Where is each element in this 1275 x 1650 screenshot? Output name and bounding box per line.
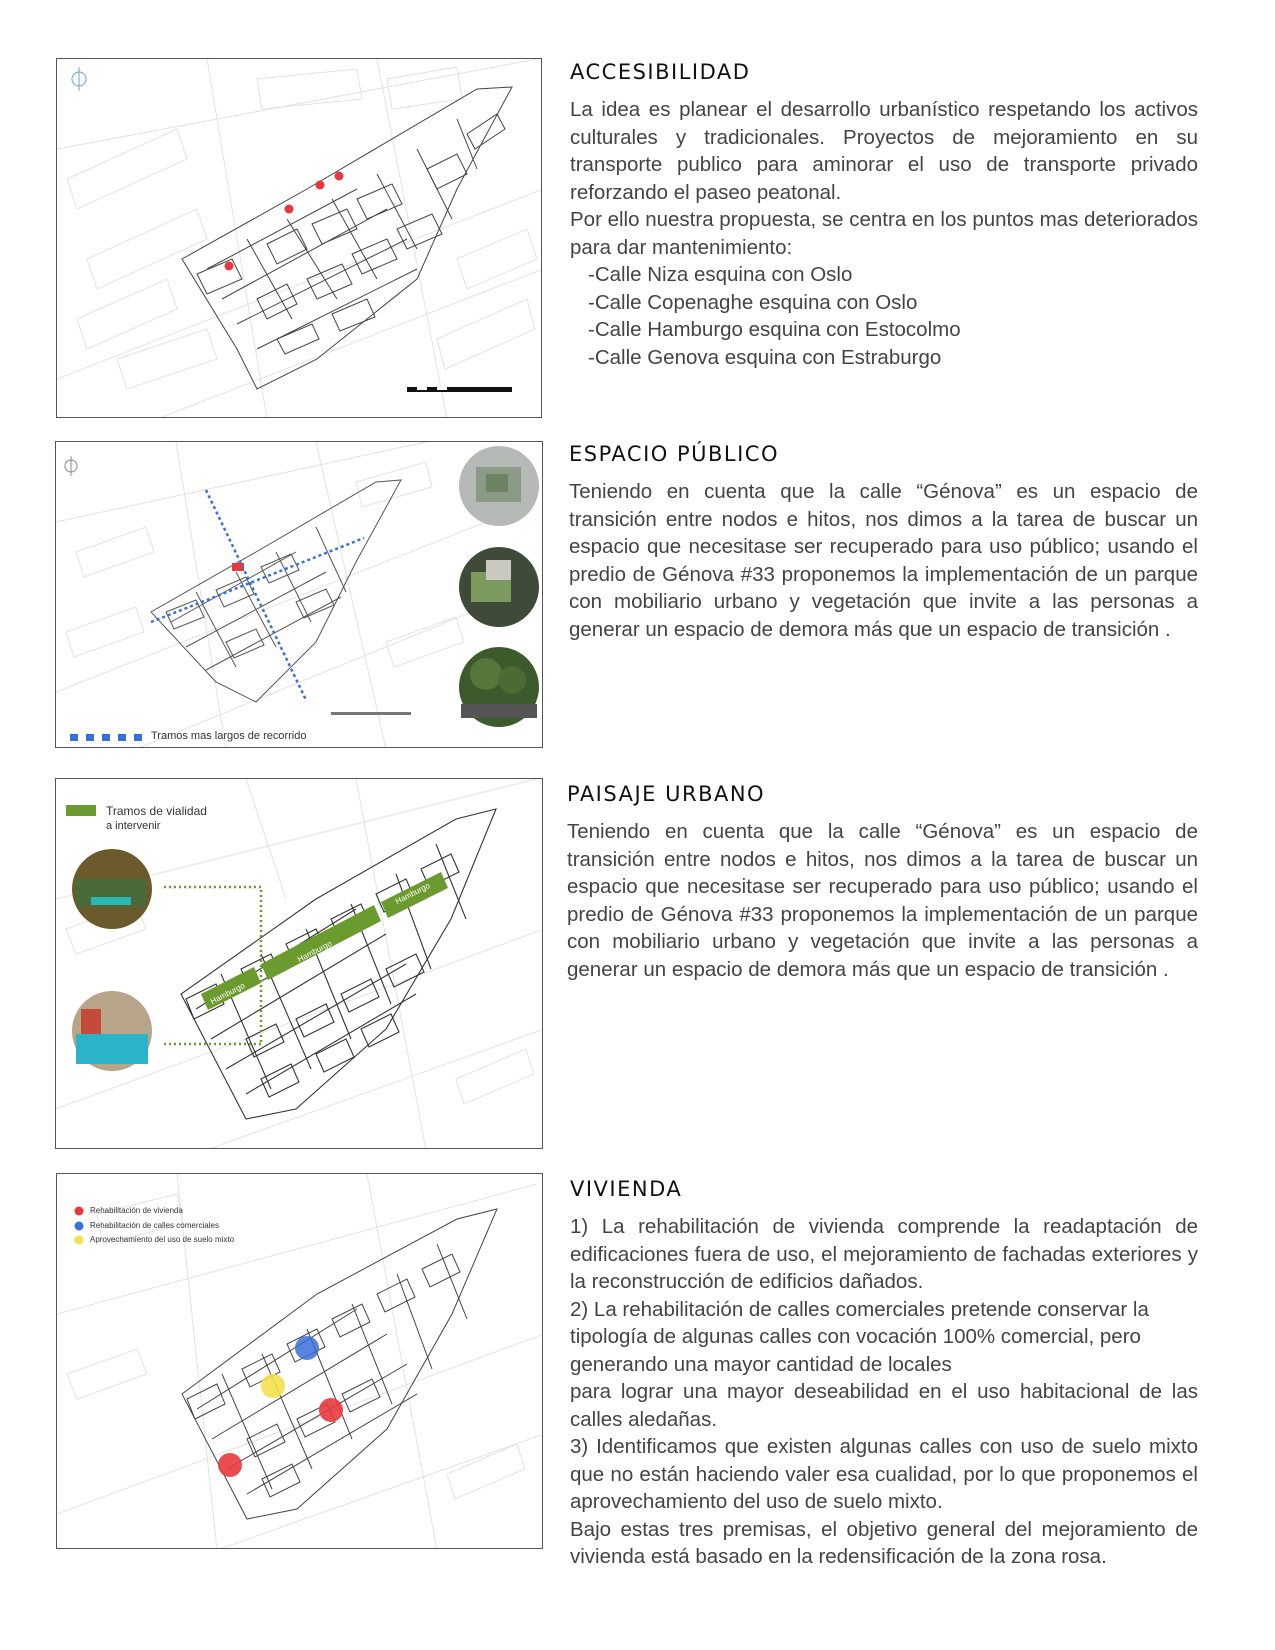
- list-item: -Calle Niza esquina con Oslo: [588, 263, 853, 286]
- legend-dashes-icon: [70, 734, 142, 741]
- scale-bar-icon: [331, 712, 411, 715]
- espacio-publico-paragraph: Teniendo en cuenta que la calle “Génova” es un espacio de transición entre nodos e hitos, nos dimos a la tarea de buscar un espacio que necesitase ser recuperado para uso público; usando el predio de Génova #33 proponemos la implementación de un parque con mobiliario urbano y vegetación que invite a las personas a generar un espacio de demora más que un espacio de transición .: [569, 480, 1198, 641]
- section-paisaje-urbano: [567, 782, 1198, 983]
- street-label-hamburgo-1: Hamburgo: [208, 981, 247, 1006]
- list-item: -Calle Copenaghe esquina con Oslo: [588, 290, 918, 314]
- legend-dot-yellow: [75, 1236, 84, 1245]
- marker-suelo-mixto: [261, 1374, 285, 1398]
- legend-label-recorrido: Tramos mas largos de recorrido: [151, 730, 307, 742]
- legend-dot-red: [75, 1207, 84, 1216]
- legend-label-vialidad-2: a intervenir: [106, 820, 161, 832]
- photo-street-day: [72, 991, 152, 1071]
- map-espacio-publico: [55, 441, 543, 748]
- accesibilidad-paragraph-1: La idea es planear el desarrollo urbanístico respetando los activos culturales y tradicionales. Proyectos de mejoramiento en su transporte publico para aminorar el uso de transporte privado reforzando el paseo peatonal.: [570, 98, 1198, 204]
- section-espacio-publico: [569, 442, 1198, 643]
- title-vivienda: VIVIENDA: [570, 1177, 683, 1201]
- street-label-hamburgo-3: Hamburgo: [393, 881, 432, 906]
- vivienda-paragraph-2: 2) La rehabilitación de calles comerciales pretende conservar la tipología de algunas calles con vocación 100% comercial, pero generando una mayor cantidad de locales: [570, 1297, 1149, 1376]
- map-espacio-publico-drawing: [56, 442, 543, 748]
- title-accesibilidad: ACCESIBILIDAD: [570, 60, 751, 84]
- accesibilidad-points-list: [570, 261, 1198, 371]
- photo-trees: [459, 647, 539, 727]
- point-hamburgo-estocolmo: [316, 181, 325, 190]
- photo-street-night: [72, 849, 152, 929]
- vivienda-paragraph-3: para lograr una mayor deseabilidad en el uso habitacional de las calles aledañas.: [570, 1380, 1198, 1431]
- legend-label-comercial: Rehabilitación de calles comerciales: [90, 1221, 219, 1230]
- vivienda-paragraph-5: Bajo estas tres premisas, el objetivo general del mejoramiento de vivienda está basado en la redensificación de la zona rosa.: [570, 1517, 1198, 1568]
- title-paisaje-urbano: PAISAJE URBANO: [567, 782, 766, 806]
- section-accesibilidad: [570, 60, 1198, 371]
- map-accesibilidad: [56, 58, 542, 418]
- map-accesibilidad-drawing: [57, 59, 542, 418]
- point-copenaghe-oslo: [285, 205, 294, 214]
- point-niza-oslo: [225, 262, 234, 271]
- accesibilidad-paragraph-2: Por ello nuestra propuesta, se centra en los puntos mas deteriorados para dar mantenimiento:: [570, 208, 1198, 259]
- photo-aerial-view: [459, 446, 539, 526]
- point-genova-estraburgo: [335, 172, 344, 181]
- legend-label-vialidad-1: Tramos de vialidad: [106, 804, 207, 818]
- photo-park-render: [459, 547, 539, 627]
- deteriorated-points: [225, 172, 344, 271]
- paisaje-urbano-paragraph: Teniendo en cuenta que la calle “Génova” es un espacio de transición entre nodos e hitos, nos dimos a la tarea de buscar un espacio que necesitase ser recuperado para uso público; usando el predio de Génova #33 proponemos la implementación de un parque con mobiliario urbano y vegetación que invite a las personas a generar un espacio de demora más que un espacio de transición .: [567, 820, 1198, 981]
- route-vertical: [206, 490, 306, 700]
- list-item: -Calle Hamburgo esquina con Estocolmo: [588, 318, 961, 341]
- map-vivienda-drawing: [57, 1174, 543, 1549]
- street-label-hamburgo-2: Hamburgo: [295, 939, 334, 964]
- marker-vivienda-2: [319, 1398, 343, 1422]
- legend-dot-blue: [75, 1222, 84, 1231]
- title-espacio-publico: ESPACIO PÚBLICO: [569, 442, 780, 466]
- marker-comercial: [295, 1336, 319, 1360]
- section-vivienda: [570, 1177, 1198, 1571]
- north-arrow-icon: [72, 67, 86, 91]
- list-item: -Calle Genova esquina con Estraburgo: [588, 345, 942, 369]
- north-arrow-icon: [65, 456, 77, 476]
- legend-label-mixto: Aprovechamiento del uso de suelo mixto: [90, 1235, 235, 1244]
- map-paisaje-urbano: [55, 778, 543, 1149]
- map-vivienda: [56, 1173, 543, 1549]
- scale-bar-icon: [407, 387, 512, 392]
- legend-green-swatch: [66, 805, 96, 816]
- vivienda-paragraph-4: 3) Identificamos que existen algunas calles con uso de suelo mixto que no están haciendo valer esa cualidad, por lo que proponemos el aprovechamiento del uso de suelo mixto.: [570, 1435, 1198, 1513]
- vivienda-paragraph-1: 1) La rehabilitación de vivienda comprende la readaptación de edificaciones fuera de uso, el mejoramiento de fachadas exteriores y la reconstrucción de edificios dañados.: [570, 1215, 1198, 1293]
- marker-vivienda-1: [218, 1453, 242, 1477]
- dotted-connectors: [164, 887, 261, 1044]
- legend-label-vivienda: Rehabilitación de vivienda: [90, 1206, 183, 1215]
